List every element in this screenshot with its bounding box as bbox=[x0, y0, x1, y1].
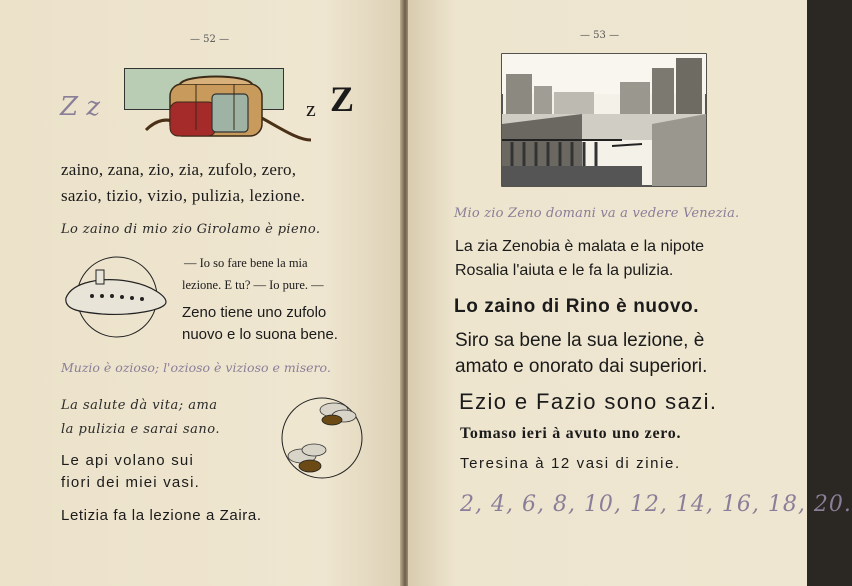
ocarina-illustration bbox=[62, 256, 168, 338]
dialogue-line2: lezione. E tu? — Io pure. — bbox=[182, 278, 324, 292]
word-list-line2: sazio, tizio, vizio, pulizia, lezione. bbox=[61, 186, 306, 205]
dialogue-line1: — Io so fare bene la mia bbox=[184, 256, 308, 270]
cursive-letters: Z z bbox=[60, 92, 101, 122]
script-sentence-3a: La salute dà vita; ama bbox=[61, 398, 218, 413]
right-page bbox=[408, 0, 852, 586]
zeno-line2: nuovo e lo suona bene. bbox=[182, 326, 338, 343]
word-list-line1: zaino, zana, zio, zia, zufolo, zero, bbox=[61, 160, 297, 179]
page-number-right: — 53 — bbox=[580, 30, 620, 41]
bees-illustration bbox=[272, 392, 372, 492]
page-number-left: — 52 — bbox=[190, 34, 230, 45]
bees-line2: fiori dei miei vasi. bbox=[61, 474, 201, 491]
paragraph5: Teresina à 12 vasi di zinie. bbox=[460, 455, 681, 472]
script-sentence-1: Lo zaino di mio zio Girolamo è pieno. bbox=[61, 222, 321, 237]
number-sequence: 2, 4, 6, 8, 10, 12, 14, 16, 18, 20. bbox=[460, 492, 852, 517]
script-sentence-right: Mio zio Zeno domani va a vedere Venezia. bbox=[454, 206, 740, 221]
print-lowercase-z: z bbox=[306, 96, 316, 121]
left-page bbox=[0, 0, 404, 586]
paragraph1-line1: La zia Zenobia è malata e la nipote bbox=[455, 238, 705, 255]
paragraph2-line1: Siro sa bene la sua lezione, è bbox=[455, 330, 705, 351]
backpack-illustration bbox=[136, 70, 316, 150]
script-sentence-2: Muzio è ozioso; l'ozioso è vizioso e misero. bbox=[61, 360, 331, 375]
bold-sentence: Lo zaino di Rino è nuovo. bbox=[454, 296, 700, 317]
script-sentence-3b: la pulizia e sarai sano. bbox=[61, 422, 220, 437]
last-sentence-left: Letizia fa la lezione a Zaira. bbox=[61, 507, 262, 524]
paragraph1-line2: Rosalia l'aiuta e le fa la pulizia. bbox=[455, 262, 674, 279]
venice-illustration bbox=[502, 54, 706, 186]
paragraph3: Ezio e Fazio sono sazi. bbox=[459, 389, 718, 414]
paragraph2-line2: amato e onorato dai superiori. bbox=[455, 356, 708, 377]
bees-line1: Le api volano sui bbox=[61, 452, 194, 469]
zeno-line1: Zeno tiene uno zufolo bbox=[182, 304, 327, 321]
print-uppercase-z: Z bbox=[330, 79, 355, 119]
paragraph4: Tomaso ieri à avuto uno zero. bbox=[460, 425, 682, 442]
